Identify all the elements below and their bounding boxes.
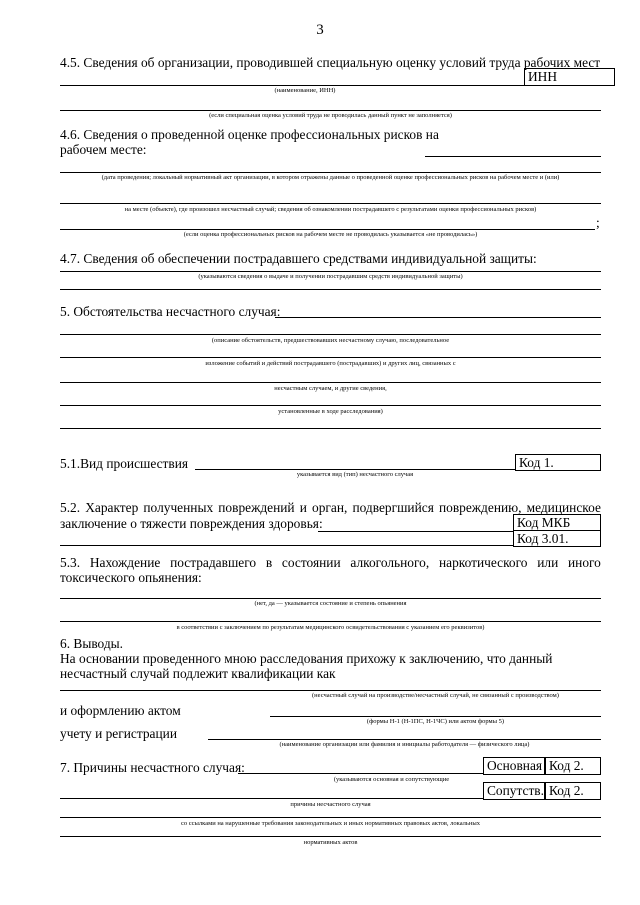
- section-4-7-title: 4.7. Сведения об обеспечении пострадавшего средствами индивидуальной защиты:: [60, 251, 537, 266]
- section-5-1-title: 5.1.Вид происшествия: [60, 456, 189, 471]
- act-form-line[interactable]: [270, 716, 601, 717]
- main-cause-label: Основная: [483, 757, 545, 775]
- org-name-line[interactable]: [60, 85, 524, 86]
- injury-line-2[interactable]: [60, 545, 513, 546]
- section-7-title: 7. Причины несчастного случая:: [60, 760, 245, 775]
- circumstances-line-6[interactable]: [60, 428, 601, 429]
- caption-intoxication: (нет, да — указывается состояние и степень опьянения: [254, 600, 407, 607]
- risk-assessment-line-2[interactable]: [60, 172, 601, 173]
- circumstances-line-2[interactable]: [60, 334, 601, 335]
- caption-circumstances-2: изложение событий и действий пострадавшего (пострадавших) и других лиц, связанных с: [205, 360, 456, 367]
- causes-line-4[interactable]: [60, 836, 601, 837]
- section-6-line2: несчастный случай подлежит квалификации как: [60, 666, 336, 681]
- section-5-2-line1: 5.2. Характер полученных повреждений и орган, подвергшийся повреждению, медицинское: [60, 500, 601, 515]
- secondary-cause-label: Сопутств.: [483, 782, 545, 800]
- accident-type-line[interactable]: [195, 469, 515, 470]
- caption-circumstances-3: несчастным случаем, и другие сведения,: [274, 385, 387, 392]
- caption-qualification: (несчастный случай на производстве/несчастный случай, не связанный с производством): [312, 692, 559, 699]
- section-6-title: 6. Выводы.: [60, 636, 124, 651]
- page-number: 3: [316, 22, 324, 38]
- caption-causes-3: со ссылками на нарушенные требования законодательных и иных нормативных правовых актов, локальных: [181, 820, 480, 827]
- circumstances-line-1[interactable]: [275, 317, 601, 318]
- causes-line-3[interactable]: [60, 817, 601, 818]
- intoxication-line-1[interactable]: [60, 598, 601, 599]
- main-cause-code-box[interactable]: Код 2.: [545, 757, 601, 775]
- caption-medical-exam: в соответствии с заключением по результатам медицинского освидетельствования с указанием его реквизитов): [176, 624, 485, 631]
- caption-circumstances-4: установленные в ходе расследования): [278, 408, 383, 415]
- section-5-2-line2: заключение о тяжести повреждения здоровья:: [60, 516, 323, 531]
- caption-registration: (наименование организации или фамилия и инициалы работодателя — физического лица): [279, 741, 530, 748]
- caption-not-filled: (если специальная оценка условий труда не проводилась данный пункт не заполняется): [209, 112, 452, 119]
- caption-accident-type: указывается вид (тип) несчастного случая: [296, 471, 414, 478]
- risk-assessment-line-4[interactable]: [60, 229, 595, 230]
- code-1-box[interactable]: Код 1.: [515, 454, 601, 471]
- causes-line-2[interactable]: [60, 798, 483, 799]
- assessment-line[interactable]: [60, 110, 601, 111]
- code-301-box[interactable]: Код 3.01.: [513, 530, 601, 547]
- section-5-3-line1: 5.3. Нахождение пострадавшего в состоянии алкогольного, наркотического или иного: [60, 555, 601, 570]
- section-4-5-title: 4.5. Сведения об организации, проводившей специальную оценку условий труда рабочих мест: [60, 55, 601, 70]
- qualification-line[interactable]: [60, 690, 601, 691]
- caption-causes: (указываются основная и сопутствующие: [333, 776, 450, 783]
- inn-box[interactable]: ИНН: [524, 68, 615, 86]
- caption-risk-place: на месте (объекте), где произошел несчастный случай; сведения об ознакомлении пострадавшего с результатами оценки профессиональных рисков): [124, 206, 537, 213]
- caption-ppe: (указываются сведения о выдаче и получении пострадавшим средств индивидуальной защиты): [198, 273, 463, 280]
- code-mkb-box[interactable]: Код МКБ: [513, 514, 601, 531]
- intoxication-line-2[interactable]: [60, 621, 601, 622]
- ppe-line-2[interactable]: [60, 289, 601, 290]
- section-5-title: 5. Обстоятельства несчастного случая:: [60, 304, 281, 319]
- caption-circumstances-1: (описание обстоятельств, предшествовавших несчастному случаю, последовательное: [211, 337, 450, 344]
- caption-act-form: (формы Н-1 (Н-1ПС, Н-1ЧС) или актом формы 5): [366, 718, 505, 725]
- act-label: и оформлению актом: [60, 703, 181, 718]
- circumstances-line-5[interactable]: [60, 405, 601, 406]
- caption-risk-none: (если оценка профессиональных рисков на рабочем месте не проводилась указывается «не проводилась»): [183, 231, 478, 238]
- risk-assessment-line-3[interactable]: [60, 203, 601, 204]
- circumstances-line-4[interactable]: [60, 382, 601, 383]
- risk-assessment-line-1[interactable]: [425, 156, 601, 157]
- section-5-3-line2: токсического опьянения:: [60, 570, 202, 585]
- caption-risk-date: (дата проведения; локальный нормативный акт организации, в котором отражены данные о проведенной оценке профессиональных рисков на рабочем месте и (или): [101, 174, 560, 181]
- secondary-cause-code-box[interactable]: Код 2.: [545, 782, 601, 800]
- circumstances-line-3[interactable]: [60, 357, 601, 358]
- section-4-6-line1: 4.6. Сведения о проведенной оценке профессиональных рисков на: [60, 127, 439, 142]
- registration-label: учету и регистрации: [60, 726, 177, 741]
- caption-causes-4: нормативных актов: [303, 839, 358, 846]
- section-6-line1: На основании проведенного мною расследования прихожу к заключению, что данный: [60, 651, 553, 666]
- registration-line[interactable]: [208, 739, 601, 740]
- injury-severity-line[interactable]: [318, 531, 513, 532]
- caption-name-inn: (наименование, ИНН): [274, 87, 336, 94]
- causes-line-1[interactable]: [238, 773, 483, 774]
- semicolon: ;: [596, 215, 600, 230]
- caption-causes-2: причины несчастного случая: [290, 801, 371, 808]
- ppe-line-1[interactable]: [60, 271, 601, 272]
- section-4-6-line2: рабочем месте:: [60, 142, 147, 157]
